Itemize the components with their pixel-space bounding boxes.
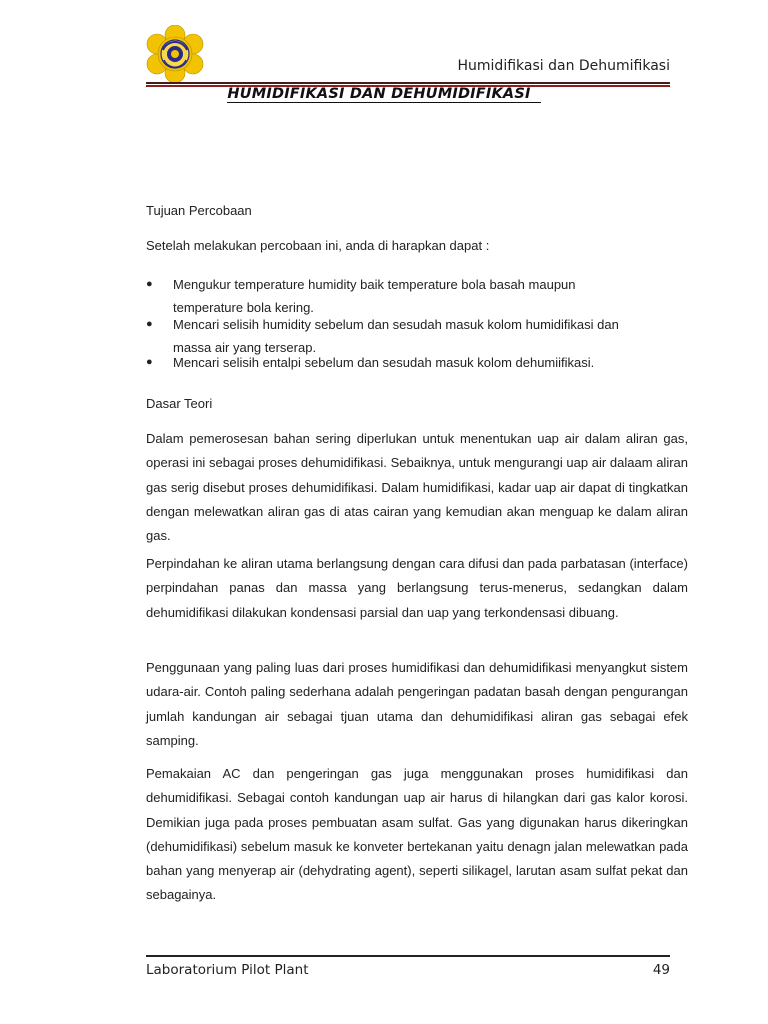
bullet-icon: ● [146,318,153,330]
bullet-icon: ● [146,356,153,368]
page-number: 49 [652,962,670,978]
paragraph: Perpindahan ke aliran utama berlangsung dengan cara difusi dan pada parbatasan (interface) perpindahan panas dan massa yang berlangsung terus-menerus, sedangkan dalam dehumidifikasi dilakukan kondensasi parsial dan uap yang terkondensasi dibuang. [146,556,688,620]
bullet-line: Mencari selisih entalpi sebelum dan sesudah masuk kolom dehumiifikasi. [173,355,595,370]
intro-text: Setelah melakukan percobaan ini, anda di harapkan dapat : [146,238,490,253]
bullet-line: Mencari selisih humidity sebelum dan sesudah masuk kolom humidifikasi dan [173,317,619,332]
paragraph: Pemakaian AC dan pengeringan gas juga menggunakan proses humidifikasi dan dehumidifikasi. Sebagai contoh kandungan uap air harus di hilangkan dari gas kalor korosi. Demikian juga pada proses pembuatan asam sulfat. Gas yang digunakan harus dikeringkan (dehumidifikasi) sebelum masuk ke konveter bertekanan yaitu denagn jalan melewatkan pada bahan yang menyerap air (dehydrating agent), seperti silikagel, larutan asam sulfat pekat dan sebagainya. [146,766,688,903]
tujuan-heading: Tujuan Percobaan [146,203,252,218]
page-title-text: HUMIDIFIKASI DAN DEHUMIDIFIKASI [227,86,540,103]
university-seal-icon [146,25,204,83]
bullet-line: Mengukur temperature humidity baik temperature bola basah maupun [173,277,576,292]
footer-lab-name: Laboratorium Pilot Plant [146,962,309,978]
bullet-icon: ● [146,278,153,290]
dasar-teori-heading: Dasar Teori [146,396,213,411]
paragraph: Dalam pemerosesan bahan sering diperlukan untuk menentukan uap air dalam aliran gas, operasi ini sebagai proses dehumidifikasi. Sebaiknya, untuk mengurangi uap air dalaam aliran gas serig disebut proses dehumidifikasi. Dalam humidifikasi, kadar uap air dapat di tingkatkan dengan melewatkan aliran gas di atas cairan yang kemudian akan menguap ke dalam aliran gas. [146,431,688,544]
paragraph: Penggunaan yang paling luas dari proses humidifikasi dan dehumidifikasi menyangkut sistem udara-air. Contoh paling sederhana adalah pengeringan padatan basah dengan pengurangan jumlah kandungan air sebagai tjuan utama dan dehumidifikasi aliran gas sebagai efek samping. [146,660,688,748]
footer-rule [146,955,670,957]
bullet-line: temperature bola kering. [173,300,314,315]
page-title [0,86,768,102]
bullet-line: massa air yang terserap. [173,340,317,355]
running-header-title: Humidifikasi dan Dehumifikasi [457,58,670,74]
